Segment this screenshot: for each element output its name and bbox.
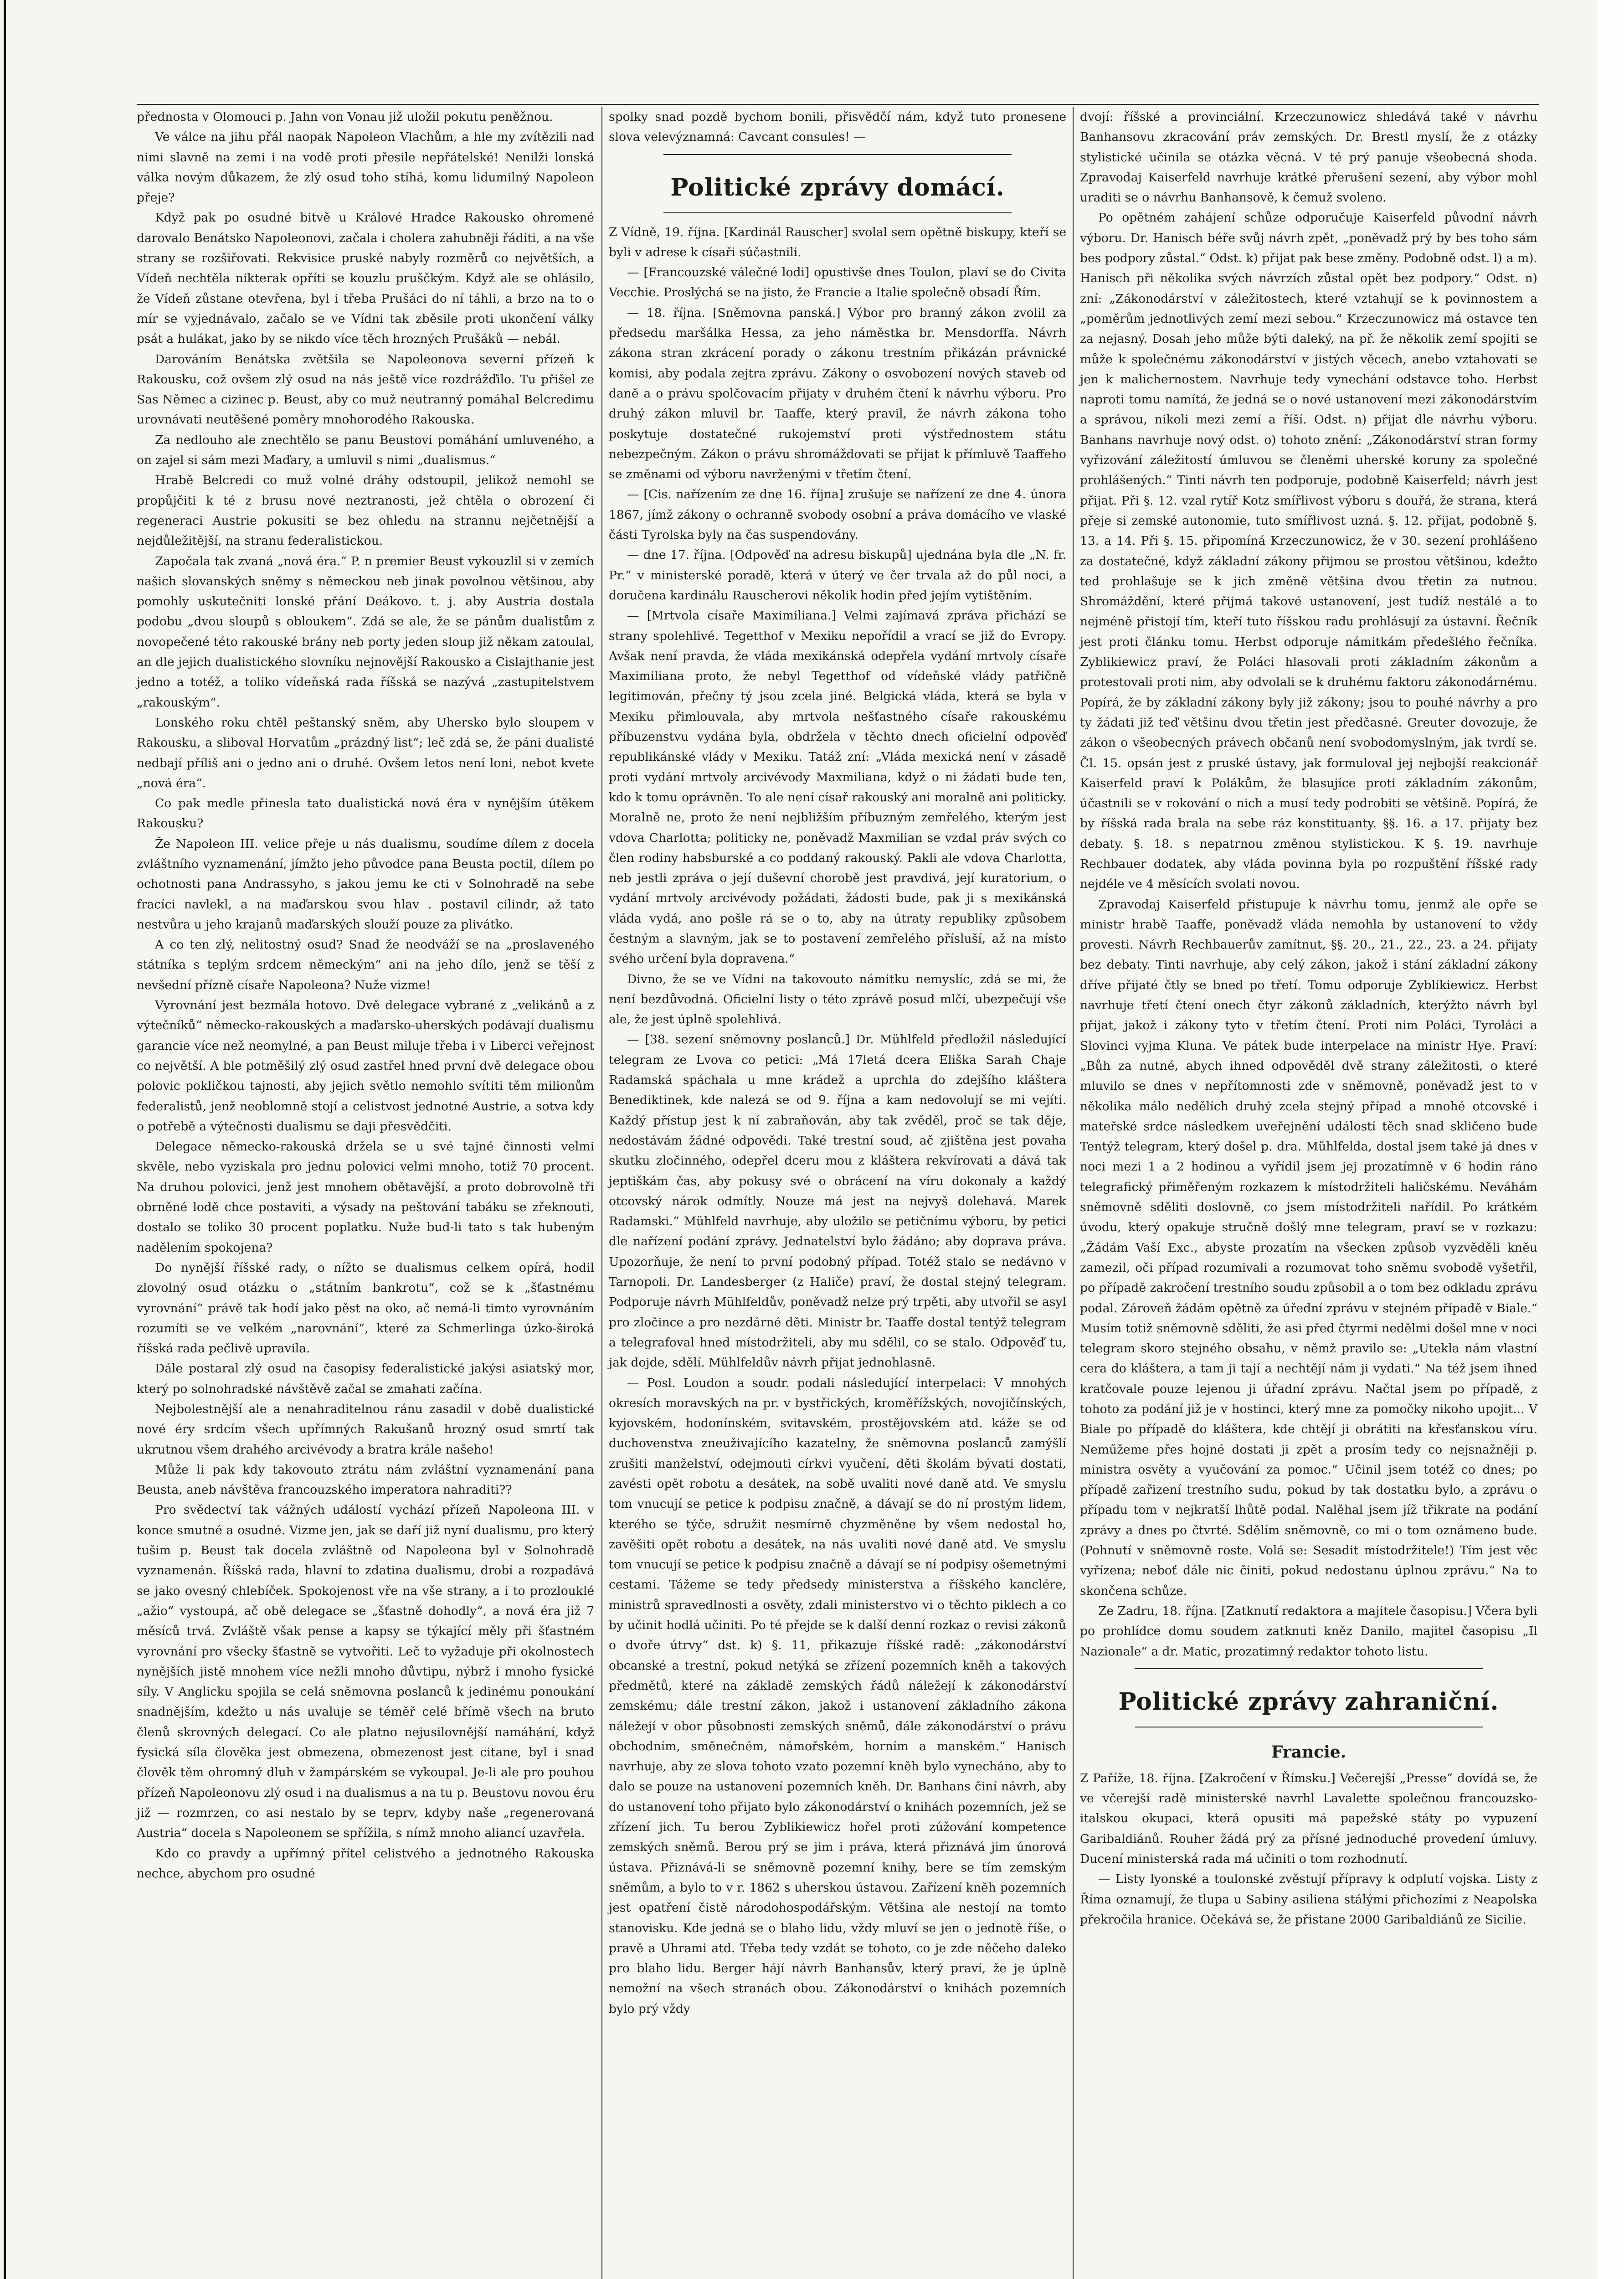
article-paragraph: Může li pak kdy takovouto ztrátu nám zvláštní vyznamenání pana Beusta, aneb návštěva francouzského imperatora nahraditi?? <box>137 1462 594 1497</box>
article-paragraph: Delegace německo-rakouská držela se u své tajné činnosti velmi skvěle, nebo vyziskala pro jednu polovici velmi mnoho, totiž 70 procent. Na druhou polovici, jenž jest mnohem obětavější, a proto dobrovolně tři obrněné lodě chce postaviti, a výsady na peštování tabáku se zřeknouti, dostalo se toliko 30 procent poplatku. Nuže bud-li tato s tak hubeným nadělením spokojena? <box>137 1140 594 1255</box>
column-middle <box>609 107 1066 2019</box>
section-divider <box>1135 1668 1483 1669</box>
section-divider <box>663 212 1012 213</box>
article-paragraph: Pro svědectví tak vážných událostí vychází přízeň Napoleona III. v konce smutné a osudné. Vizme jen, jak se daří již nyní dualismu, pro který tušim p. Beust tak docela zvláštně od Napoleona byl v Solnohradě vyznamenán. Říšská rada, hlavní to zdatina dualismu, drobí a rozpadává se jako ovesný chlebíček. Spokojenost vře na vše strany, a i to prozlouklé „ažio“ vystoupá, ač obě delegace se „šťastně dohodly“, a nová éra již 7 měsíců trvá. Zvláště však pense a kapsy se týkající měly při šťastném vyrovnání pro všecky šťastně se vytvořiti. Leč to vyžaduje při okolnostech nynějších jistě mnohem více nežli mnoho důvtipu, nýbrž i mnoho fysické síly. V Anglicku spojila se celá sněmovna poslanců k jedinému ponoukání snadnějším, kdežto u nás uvaluje se téměř celé břímě všech na bruto členů skrovných delegací. Co ale platno nejusilovnější namáhání, když fysická síla člověka jest obmezena, obmezenost jest citane, byl i snad člověk těm ohromný dluh v žampárském se vykoupal. Je-li ale pro pouhou přízeň Napoleonovu zlý osud i na dualismus a na tu p. Beustovu novou éru již — rozmrzen, co asi nestalo by se teprv, kdyby naše „regenerovaná Austria“ docela s Napoleonem se spřížila, s nímž mnoho aliancí uzavřela. <box>137 1503 594 1841</box>
section-heading-foreign: Politické zprávy zahraniční. <box>1118 1687 1499 1716</box>
article-paragraph: Kdo co pravdy a upřímný přítel celistvého a jednotného Rakouska nechce, abychom pro osudné <box>137 1846 594 1881</box>
article-paragraph: Ve válce na jihu přál naopak Napoleon Vlachům, a hle my zvítězili nad nimi slavně na zemi i na vodě proti přesile nepřátelské! Nenilži lonská válka novým důkazem, že zlý osud toho stíhá, komu lidumilný Napoleon přeje? <box>137 130 594 205</box>
news-item: — dne 17. října. [Odpověď na adresu biskupů] ujednána byla dle „N. fr. Pr.“ v ministerské poradě, která v úterý ve čer trvala až do půl noci, a doručena kardinálu Rauscherovi několik hodin před jejím vytištěním. <box>609 548 1066 603</box>
news-item: dvojí: říšské a provinciální. Krzeczunowicz shledává také v návrhu Banhansovu zkracování práv zemských. Dr. Brestl myslí, že z otázky stylistické učinila se otázka věcná. V té prý panuje všeobecná shoda. Zpravodaj Kaiserfeld navrhuje krátké přerušení sezení, aby výbor mohl uraditi se o návrhu Banhansově, k čemuž svoleno. <box>1080 110 1537 205</box>
article-paragraph: Když pak po osudné bitvě u Králové Hradce Rakousko ohromené darovalo Benátsko Napoleonovi, začala i cholera zahubněji řáditi, a na vše strany se rozšiřovati. Rekvisice pruské nabyly rozměrů co největších, a Vídeň nechtěla nikterak opříti se kouzlu pruščkým. Když ale se ohlásilo, že Vídeň zůstane otevřena, byl i třeba Prušáci do ní táhli, a brzo na to o mír se vyjednávalo, začalo se ve Vídni tak zběsile proti ukončení války psát a hulákat, jako by se nikdo více těch hrozných Prušáků — nebál. <box>137 211 594 346</box>
news-item: — [Francouzské válečné lodi] opustivše dnes Toulon, plaví se do Civita Vecchie. Proslýchá se na jisto, že Francie a Italie společně obsadí Řím. <box>609 265 1066 300</box>
column-rule-1 <box>601 107 602 2279</box>
section-divider <box>663 154 1012 155</box>
article-paragraph: Započala tak zvaná „nová éra.“ P. n premier Beust vykouzlil si v zemích našich slovanských sněmy s německou neb jinak povolnou většinou, aby pomohly uskutečniti lonské přání Deákovo. t. j. aby Austria dostala podobu „dvou sloupů s obloukem“. Zdá se ale, že se pánům dualistům z novopečené této rakouské brány neb porty jeden sloup již někam zatoulal, an dle jejich dualistického slovníku nejnovější Rakousko a Cislajthanie jest jedno a totéž, a toliko vídeňská rada říšská se nazývá „zastupitelstvem „rakouským“. <box>137 554 594 710</box>
right-articles <box>1080 107 1537 1662</box>
column-left <box>137 107 594 1884</box>
article-paragraph: Darováním Benátska zvětšila se Napoleonova severní přízeň k Rakousku, což ovšem zlý osud na nás ještě více rozdrážďilo. Tu přišel ze Sas Němec a cizinec p. Beust, aby co muž neutranný pomáhal Belcredimu urovnávati neutěšené poměry mnohorodého Rakouska. <box>137 352 594 427</box>
news-item: Zpravodaj Kaiserfeld přistupuje k návrhu tomu, jenmž ale opře se ministr hrabě Taaffe, poněvadž vláda nemohla by ustanovení to vždy provesti. Návrh Rechbauerův zamítnut, §§. 20., 21., 22., 23. a 24. přijaty bez debaty. Tinti navrhuje, aby celý zákon, jakož i stání základní zákony dříve přijaté čtly se bned po třetí. Tomu odporuje Zyblikiewicz. Herbst navrhuje třetí čtení onech čtyr zákonů základních, kterýžto návrh byl přijat, jakož i zákony tyto v třetím čtení. Proti nim Poláci, Tyroláci a Slovinci vyjma Kluna. Ve pátek bude interpelace na ministr Hye. Praví: „Bůh za nutné, abych ihned odpověděl dvě strany záležitosti, o které mluvilo se dnes v nepřítomnosti zde v sněmovně, poněvadž jest to v několika málo nedělích druhý zcela stejný případ a mnohé otcovské i mateřské srdce následkem uveřejnění událostí těch snad skličeno bude Tentýž telegram, který došel p. dra. Mühlfelda, dostal jsem také já dnes v noci mezi 1 a 2 hodinou a vyřídil jsem jej prozatímně v 6 hodin ráno telegrafický přiměřeným rozkazem k místodržiteli haličskému. Neváhám sněmovně sděliti doslovně, co jsem místodržiteli nařídil. Po krátkém úvodu, který opakuje stručně došlý mne telegram, praví se v rozkazu: „Žádám Vaší Exc., abyste prozatím na všecken způsob vyzvěděli kněu zamezil, oči případ rozumivali a rozumovat toho sněmu svobodě vyšetřil, po případě zakročení trestního soudu způsobil a o tom bez odkladu zprávu podal. Zároveň žádám opětně za úřední zprávu v stejném případě v Biale.“ Musím totiž sněmovně sděliti, že asi před čtyrmi nedělmi došel mne v noci telegram skoro stejného obsahu, v němž pravilo se: „Utekla nám vlastní cera do kláštera, a tam ji tají a nechtějí nám ji vydati.“ Na též jsem ihned kratčovale pouze lejenou ji úřadní zprávu. Načtal jsem po případě, z tohoto za podání již je v hostinci, který mne za pomočky nikoho upojit... V Biale po případě do kláštera, kde chtějí ji obrátiti na křesťanskou víru. Neműžeme přes hojné dostati ji zpět a prosím tedy co nejsnažněji p. ministra osvěty a vyučování za pomoc.“ Učinil jsem totéž co dnes; po případě zařizení trestního sudu, pokud by tak dostatku bylo, a zprávu o případu tom v nejkratší lhůtě podal. Nalěhal jsem jíž třikrate na podání zprávy a dnes po čtvrté. Sdělím sněmovně, co mi o tom oznámeno bude. (Pohnutí v sněmovně roste. Volá se: Sesadit místodržitele!) Tím jest věc vyřízena; neboť dále nic činiti, pokud nedostanu úplnou zprávu.“ Na to skončena schůze. <box>1080 897 1537 1598</box>
right-after-articles <box>1080 1769 1537 1930</box>
news-item: Divno, že se ve Vídni na takovouto námitku nemyslíc, zdá se mi, že není bezdůvodná. Oficielní listy o této zprávě posud mlčí, ubezpečují vše ale, že jest úplně spolehlivá. <box>609 972 1066 1027</box>
news-item: — Posl. Loudon a soudr. podali následující interpelaci: V mnohých okresích moravských na pr. v bystřických, kroměřížských, novojičínských, kyjovském, hodonínském, svitavském, prostějovském atd. káže se od duchovenstva zneuživajícího kazatelny, že sněmovna poslanců zamýšlí zrušiti manželství, odejmouti církvi vyučení, děti školám bývati dostati, zavésti opět robotu a desátek, na sobě uvaliti nové daně atd. Ve smyslu tom vnucují se petice k podpisu značně, a dávají se do ní prostým lidem, kterého se týče, sdružit nesmírně chyzměněne by všem nedostal ho, zavěšiti opět robotu a desátek, na nás uvaliti nové daně atd. Ve smyslu tom vnucují se petice k podpisu značně a dávají se ní podpisy ošemetnými cestami. Tážeme se tedy předsedy ministerstva a říšského kanclére, ministrů spravedlnosti a osvěty, zdali ministerstvo vi o těchto piklech a co by učinit hodlá učiniti. Po té přejde se k další denní rozkaz o revisi zákonů o dvoře útrvy“ dst. k) §. 11, přikazuje říšské radě: „zákonodárství obcanské a trestní, pokud netýká se zřízení pozemních kněh a takových předmětů, které na základě zemských řádů náležejí k zákonodárství zemskému; dále trestní zákon, jakož i ustanovení základního zákona náležejí v obor působnosti zemských sněmů, dále zákonodárství o právu obchodním, směnečném, námořském, horním a manském.“ Hanisch navrhuje, aby ze slova tohoto vzato pozemní kněh bylo vynecháno, aby to dalo se pouze na ustanovení pozemních kněh. Dr. Banhans činí návrh, aby do ustanovení toho přijato bylo zákonodárství o knihách pozemních, jež se zřízení jich. Tu berou Zyblikiewicz hořel proti zúžování kompetence zemských sněmů. Berou prý se jim i práva, která přiznává jim únorová ústava. Přiznává-li se sněmovně pozemní knihy, bere se tím zemským sněmům, a bylo to v r. 1862 s uherskou ústavou. Zařízení kněh pozemních jest opatření čistě národohospodářským. Většina ale nestojí na tomto stanovisku. Kde jedná se o blaho lidu, vždy mluví se jen o jednotě říše, o pravě a Uhrami atd. Třeba tedy vzdát se tohoto, co je zde něčeho daleko pro blaho lidu. Berger hájí návrh Banhansův, který praví, že je úplně nemožní na všech stranách obou. Zákonodárství o knihách pozemních bylo prý vždy <box>609 1376 1066 2016</box>
article-paragraph: Nejbolestnější ale a nenahraditelnou ránu zasadil v době dualistické nové éry srdcím všech upřímných Rakušanů hrozný osud smrtí tak ukrutnou všem drahého arcivévody a bratra krále našeho! <box>137 1402 594 1457</box>
article-paragraph: A co ten zlý, nelitostný osud? Snad že neodváží se na „proslaveného státníka s teplým srdcem německým“ ani na jeho dílo, jenž se těší z nevšední přízně císaře Napoleona? Nuže vizme! <box>137 938 594 992</box>
article-paragraph: Že Napoleon III. velice přeje u nás dualismu, soudíme dílem z docela zvláštního vyznamenání, jímžto jeho původce pana Beusta poctil, dílem po ochotnosti pana Andrassyho, s jakou jemu ke cti v Solnohradě na sebe fracíci navlekl, a na maďarskou svou hlav . postavil cilindr, až tato nestvůra u jeho krajanů maďarských slouží pouze za plivátko. <box>137 836 594 932</box>
page-binding-rule <box>4 0 6 2279</box>
column-right <box>1080 107 1537 1930</box>
article-paragraph: Vyrovnání jest bezmála hotovo. Dvě delegace vybrané z „velikánů a z výtečníků“ německo-rakouských a maďarsko-uherských podávají dualismu garancie více než neomylné, a pan Beust miluje třeba i v Liberci veřejnost co největší. A ble potměšilý zlý osud zastřel hned první dvě delegace obou polovic pokličkou tajnosti, aby jejich světlo nemohlo svítiti těm milionům federalistů, jenž neoblomně stojí a celistvost jednotné Austrie, a sotva kdy o potřebě a výtečnosti dualismu se daji přesvědčiti. <box>137 998 594 1134</box>
article-paragraph: Do nynější říšské rady, o nížto se dualismus celkem opírá, hodil zlovolný osud otázku o „státním bankrotu“, což se k „šťastnému vyrovnání“ právě tak hodí jako pěst na oko, ač nemá-li timto vyrovnáním rozumíti se ve velkém „narovnání“, které za Schmerlinga úzko-široká říšská rada pečlivě upravila. <box>137 1260 594 1356</box>
middle-articles <box>609 222 1066 2019</box>
news-item: — [Mrtvola císaře Maximiliana.] Velmi zajímavá zpráva přichází se strany spolehlivé. Tegetthof v Mexiku nepořídil a vrací se již do Evropy. Avšak není pravda, že vláda mexikánská odepřela vydání mrtvoly císaře Maximiliana proto, že nebyl Tegetthof od vídeňské vlády patřičně legitimován, přečny tý jsou zcela jiné. Belgická vláda, která se byla v Mexiku přimlouvala, aby mrtvola nešťastného císaře rakouskému příbuzenstvu vydána byla, obdržela v těchto dnech oficielní odpověď republikánské vlády v Mexiku. Tatáž zní: „Vláda mexická není v zásadě proti vydání mrtvoly arcivévody Maxmiliana, když o ni žádati bude ten, kdo k tomu oprávněn. To ale není císař rakouský ani moralně ani politicky. Moralně ne, proto že není nejbližším příbuzným zemřelého, kterým jest vdova Charlotta; politicky ne, poněvadž Maxmilian se vzdal práv svých co člen rodiny habsburské a co poddaný rakouský. Pakli ale vdova Charlotta, neb jestli zpráva o její duševní chorobě jest pravdivá, její kuratorium, o vydání mrtvoly arcivévody požádati, žádosti bude, pak ji s mexikánská vláda vydá, ano pošle rá se o to, aby na útraty republiky způsobem čestným a slavným, jak se to postavení zemřelého přísluší, až na místo svého určení byla dopravena.“ <box>609 608 1066 966</box>
top-rule <box>137 104 1539 105</box>
news-item: — 18. října. [Sněmovna panská.] Výbor pro branný zákon zvolil za předsedu maršálka Hessa, za jeho náměstka br. Mensdorffa. Návrh zákona stran zkrácení porady o zákonu trestním přikázán právnické komisi, aby podala zejtra zprávu. Zákony o osvobození nových staveb od daně a o právu spolčovacím přijaty v druhém čtení k návrhu výboru. Pro druhý zákon mluvil br. Taaffe, který pravil, že návrh zákona toho poskytuje dostatečné rukojemství proti výstřednostem státu nebezpečným. Zákon o právu shromáždovati se přijat k přímluvě Taaffeho se změnami od výboru navrženými v třetím čtení. <box>609 305 1066 482</box>
news-item: Ze Zadru, 18. října. [Zatknutí redaktora a majitele časopisu.] Včera byli po prohlídce domu soudem zatknuti kněz Danilo, majitel časopisu „Il Nazionale“ a dr. Matic, prozatimný redaktor tohoto listu. <box>1080 1604 1537 1659</box>
article-paragraph: Hrabě Belcredi co muž volné dráhy odstoupil, jelikož nemohl se propůjčiti k té z brusu nové neztranosti, jež chtěla o obrození či regeneraci Austrie pokusiti se bez ohledu na strannu nejčetnější a nejdůležitější, na stranu federalistickou. <box>137 473 594 548</box>
article-paragraph: Za nedlouho ale znechtělo se panu Beustovi pomáhání umluveného, a on zajel si sám mezi Maďary, a umluvil s nimi „dualismus.“ <box>137 433 594 468</box>
section-heading-domestic: Politické zprávy domácí. <box>670 173 1005 201</box>
news-item: — [38. sezení sněmovny poslanců.] Dr. Mühlfeld předložil následující telegram ze Lvova co petici: „Má 17letá dcera Eliška Sarah Chaje Radamská spáchala u mne krádež a uprchla do zdejšího kláštera Benediktinek, kde nalezá se od 9. října a kam nedovolují se mi vejíti. Každý přístup jest k ní zabraňován, aby tak zvěděl, proč se tak děje, nedostávám žádné odpovědi. Také trestní soud, ač zjištěna jest povaha skutku zločinného, odepřel dceru mou z kláštera rekvírovati a dává tak jeptiškám čas, aby pokusy své o obrácení na víru dokonaly a každý otcovský nárok odmítly. Nouze má jest na nejvyš dolehavá. Marek Radamski.“ Mühlfeld navrhuje, aby uložilo se petičnímu výboru, by petici dle nařízení podání zprávy. Jednatelství bylo žádáno; aby doprava práva. Upozorňuje, že není to první podobný případ. Totéž stalo se nedávno v Tarnopoli. Dr. Landesberger (z Haliče) praví, že dostal stejný telegram. Podporuje návrh Mühlfeldův, poněvadž nelze prý trpěti, aby utvořil se asyl pro zločince a pro nezdárné děti. Ministr br. Taaffe dostal tentýž telegram a telegrafoval hned místodržiteli, aby mu sdělil, co se stalo. Odpověď tu, jak dojde, sdělí. Mühlfeldův návrh přijat jednohlasně. <box>609 1032 1066 1370</box>
article-paragraph: Lonského roku chtěl peštanský sněm, aby Uhersko bylo sloupem v Rakousku, a sliboval Horvatům „prázdný list“; leč zdá se, že páni dualisté nedbají příliš ani o jedno ani o druhé. Ovšem letos není loni, nebot kvete „nová éra“. <box>137 715 594 790</box>
article-paragraph: Dále postaral zlý osud na časopisy federalistické jakýsi asiatský mor, který po solnohradské návštěvě začal se zmahati začína. <box>137 1361 594 1396</box>
news-item: Po opětném zahájení schůze odporučuje Kaiserfeld původní návrh výboru. Dr. Hanisch béře svůj návrh zpět, „poněvadž prý by bes toho sám bes podpory zůstal.“ Odst. k) přijat pak bese změny. Podobně odst. l) a m). Hanisch při několika svých návrzích zůstal opět bez podpory.“ Odst. n) zní: „Zákonodárství v záležitostech, které vztahují se k povinnostem a „poměrům jednotlivých zemí mezi sebou.“ Krzeczunowicz má ostavce ten za nejasný. Dosah jeho může býti daleký, na př. že několik zemí spojiti se může k společnému zákonodárství v jistých věcech, anebo vztahovati se jen k malichernostem. Navrhuje tedy vynechání odstavce toho. Herbst naproti tomu namítá, že jedná se o nové ustanovení mezi zákonodárstvím a správou, nikoli mezi zemí a říší. Odst. n) přijat dle návrhu výboru. Banhans navrhuje nový odst. o) tohoto znění: „Zákonodárství stran formy vyřizování záležitostí úmluvou se členěmi uherské koruny za společné prohlášených.“ Tinti návrh ten podporuje, podobně Kaiserfeld; návrh jest přijat. Při §. 12. vzal rytíř Kotz smířlivost výboru s douřá, že strana, která přeje si zemské autonomie, tuto smířlivost uzná. §. 12. přijat, podobně §. 13. a 14. Při §. 15. připomíná Krzeczunowicz, že v 30. sezení prohlášeno za dostatečné, když základní zákony přijmou se prostou většinou, kdežto ted prohlašuje se k jich změně většina dvou třetin za nutnou. Shromáždění, které přijmá takové ustanovení, jest tudíž nestálé a to nejméně přistojí tím, kteří tuto říšskou radu prohlásují za ústavní. Řečník jest proti článku tomu. Herbst odporuje námitkám předešlého řečníka. Zyblikiewicz praví, že Poláci hlasovali proti základním zákonům a protestovali proti nim, aby odvolali se k druhému faktoru zákonodárnému. Popírá, že by základní zákony byly již zákony; jsou to pouhé návrhy a pro ty žádati již teď většinu dvou třetin jest předčasné. Greuter dovozuje, že zákon o všeobecných právech občanů není svobodomyslným, jak tvrdí se. Čl. 15. opsán jest z pruské ústavy, jak formuloval jej nejbojší reakcionář Kaiserfeld praví k Polákům, že blasujíce proti základním zákonům, účastnili se v rokování o nich a musí tedy podrobiti se většině. Popírá, že by říšská rada brala na sebe ráz konstituanty. §§. 16. a 17. přijaty bez debaty. §. 18. s nepatrnou změnou stylistickou. K §. 19. navrhuje Rechbauer dodatek, aby vláda povinna byla po rozpuštění říšské rady nejdéle ve 4 měsících svolati novou. <box>1080 211 1537 892</box>
news-item: — [Cis. nařízením ze dne 16. října] zrušuje se nařízení ze dne 4. února 1867, jímž zákony o ochranně svobody osobní a práva domácího ve vlaské části Tyrolska byly na čas suspendovány. <box>609 487 1066 542</box>
article-paragraph: přednosta v Olomouci p. Jahn von Vonau již uložil pokutu peněžnou. <box>137 110 553 124</box>
news-item: Z Paříže, 18. října. [Zakročení v Římsku.] Večerejší „Presse“ dovídá se, že ve včerejší radě ministerské navrhl Lavalette společnou francouzsko-italskou okupaci, která opusiti má papežské státy po vypuzení Garibaldiánů. Rouher žádá prý za přísné jednoduché provedení úmluvy. Ducení ministerská rada má učiniti o tom rozhodnutí. <box>1080 1771 1537 1867</box>
middle-intro-paragraph: spolky snad pozdě bychom bonili, přisvědčí nám, když tuto pronesene slova velevýznamná: Cavcant consules! — <box>609 110 1066 144</box>
news-item: Z Vídně, 19. října. [Kardinál Rauscher] svolal sem opětně biskupy, kteří se byli v adrese k císaři súčastnili. <box>609 225 1066 259</box>
column-rule-2 <box>1073 107 1074 2279</box>
news-item: — Listy lyonské a toulonské zvěstují přípravy k odplutí vojska. Listy z Říma oznamují, že tlupa u Sabiny asiliena stálými přichozími z Neapolska překročila hranice. Očekává se, že přistane 2000 Garibaldiánů ze Sicilie. <box>1080 1872 1537 1927</box>
subheading-france: Francie. <box>1271 1742 1346 1762</box>
page-edge <box>1597 0 1624 2279</box>
article-paragraph: Co pak medle přinesla tato dualistická nová éra v nynějším útěkem Rakousku? <box>137 796 594 831</box>
